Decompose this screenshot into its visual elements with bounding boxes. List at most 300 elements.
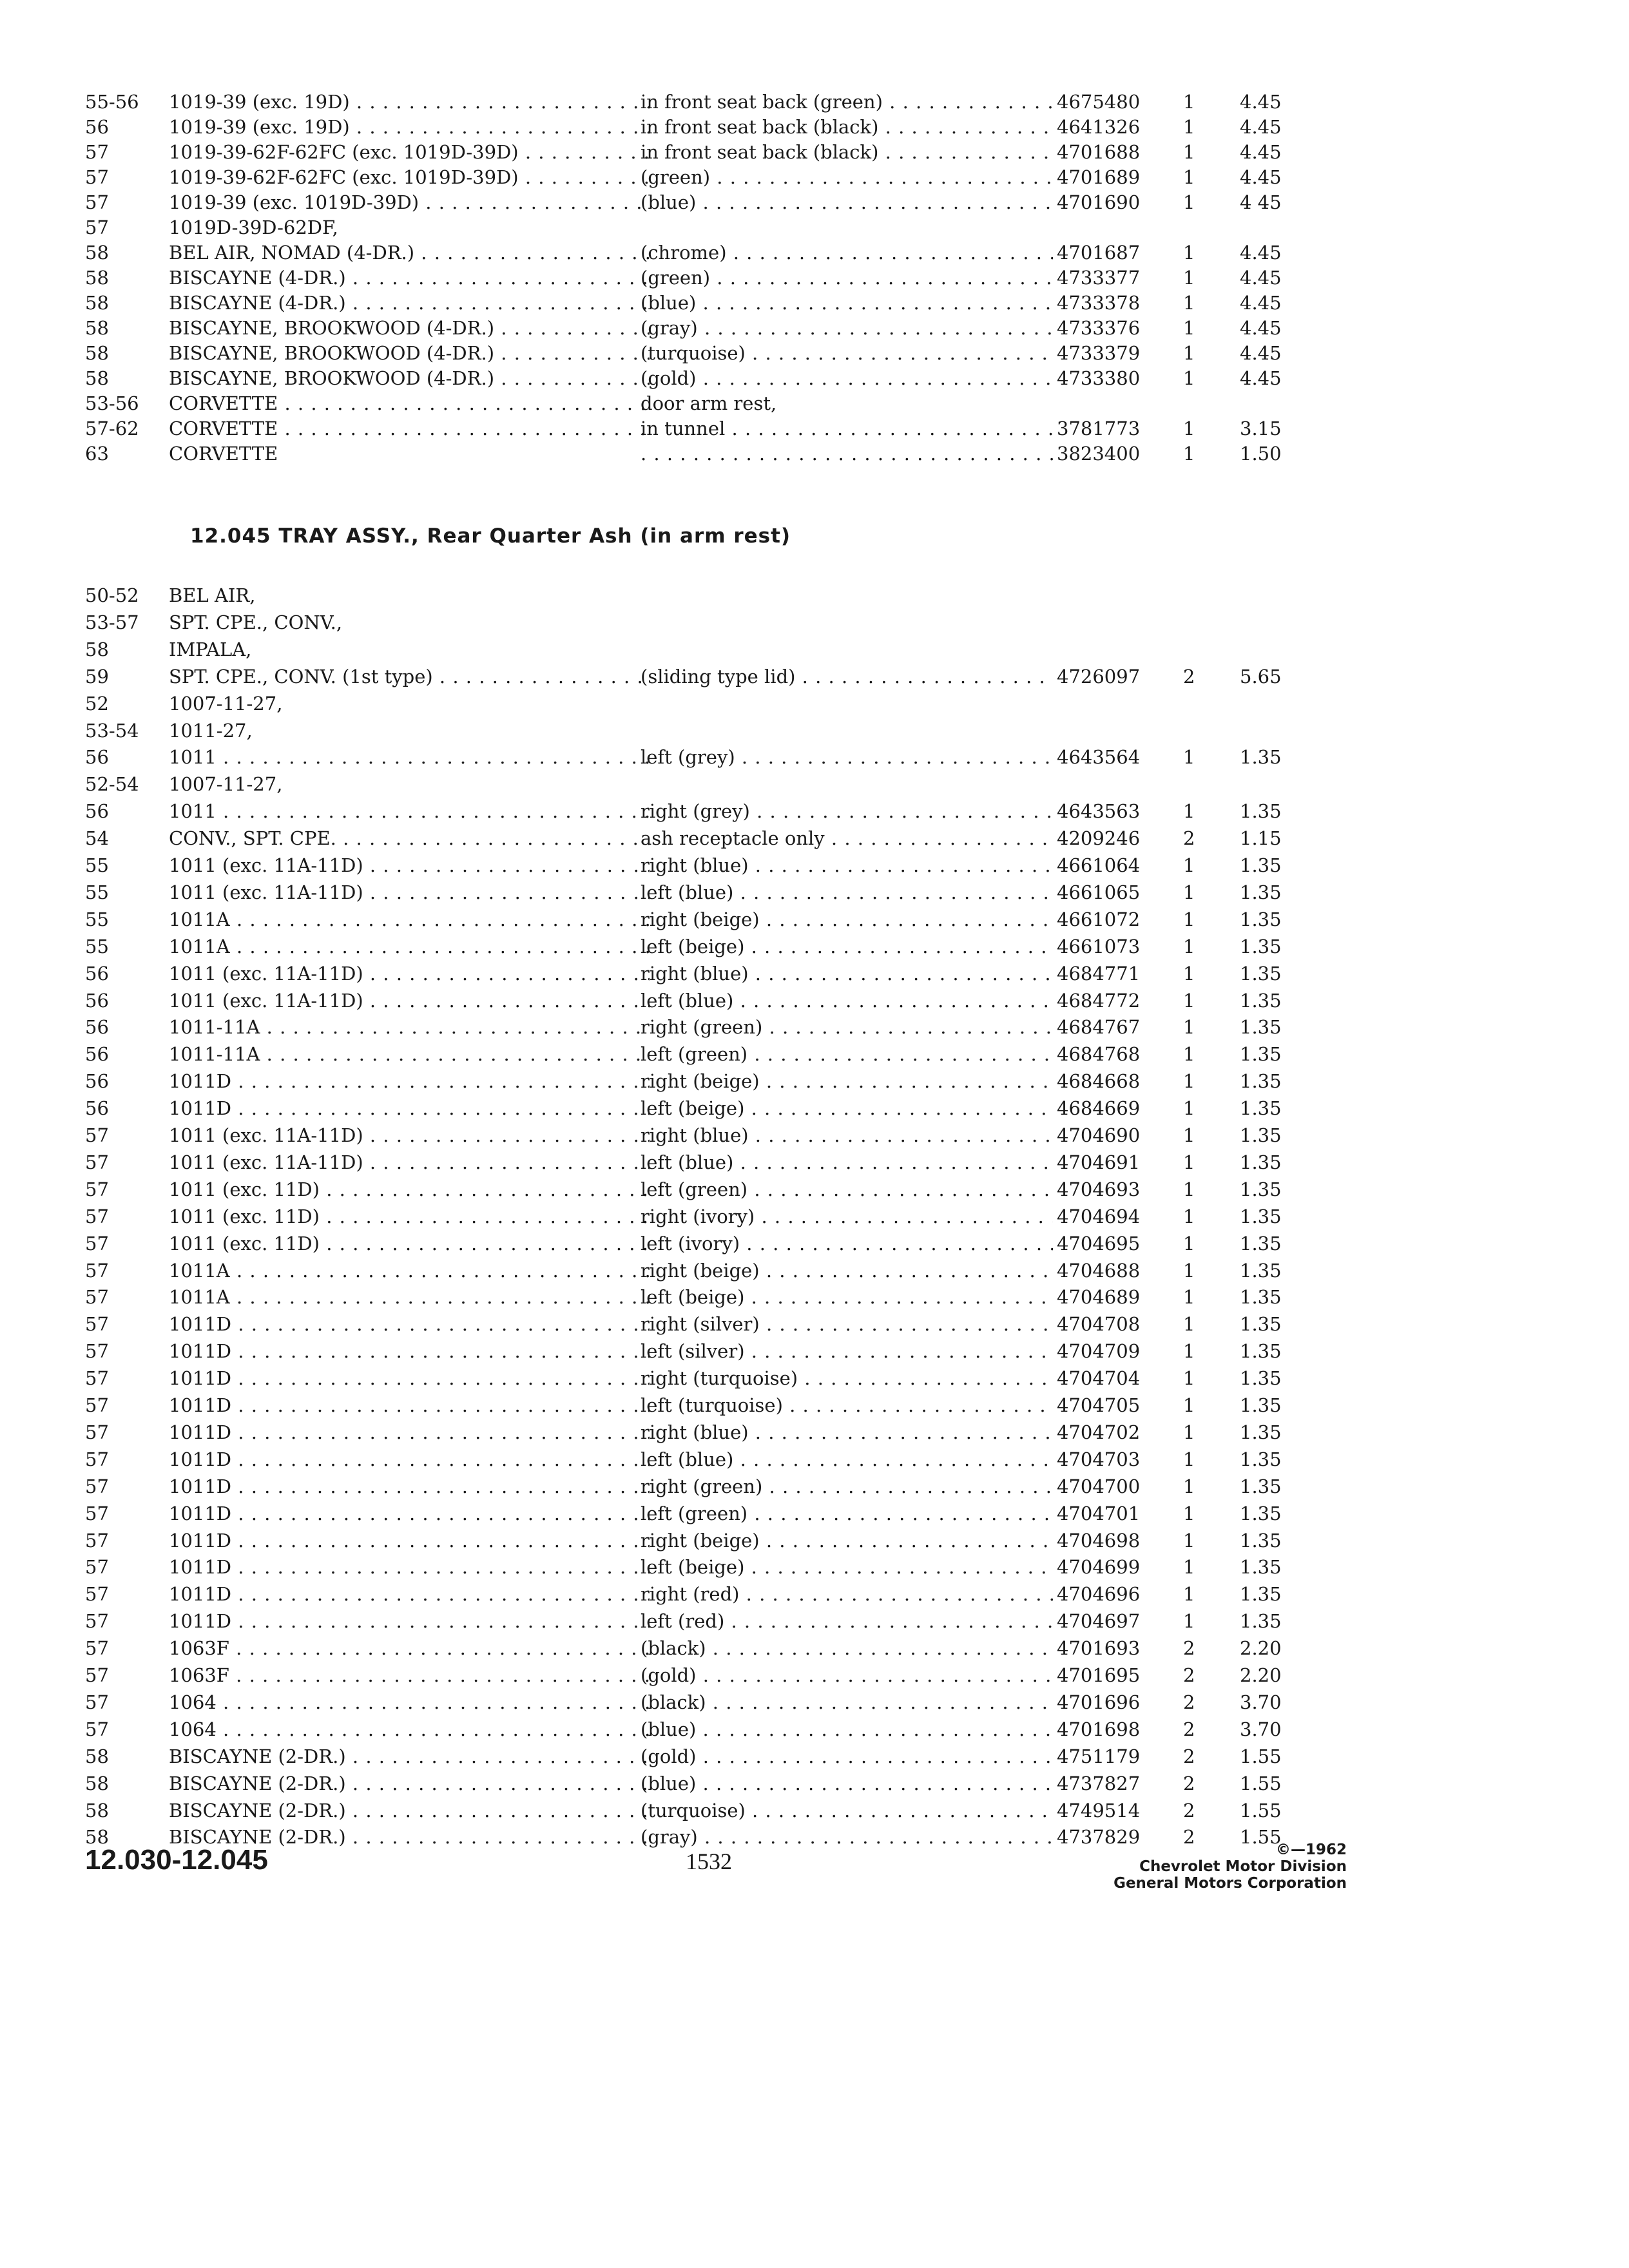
table-row [85,1204,1309,1229]
part-number-cell: 4701688 [1057,141,1141,163]
table-row [85,1365,1309,1391]
part-number-cell: 4704700 [1057,1475,1141,1497]
price-cell: 4 45 [1240,191,1282,213]
price-cell: 1.55 [1240,1826,1282,1849]
quantity-cell: 1 [1183,1313,1195,1336]
model-cell: BISCAYNE, BROOKWOOD (4-DR.) . . . [169,340,650,366]
table-row [85,1041,1309,1067]
table-row [85,265,1309,291]
description-cell: left (blue) . . . [641,879,1053,905]
part-number-cell: 4733376 [1057,317,1141,339]
description-cell: door arm rest, [641,392,777,414]
quantity-cell: 2 [1183,827,1195,850]
description-cell: (green) . . . [641,164,1053,190]
price-cell: 1.35 [1240,1556,1282,1579]
quantity-cell: 1 [1183,1556,1195,1579]
model-cell: 1063F . . . [169,1662,650,1688]
model-cell: 1011D . . . [169,1095,650,1121]
part-number-cell: 4704704 [1057,1367,1141,1390]
model-cell: 1011D . . . [169,1501,650,1526]
part-number-cell: 4661072 [1057,908,1141,930]
year-cell: 50-52 [85,584,139,606]
quantity-cell: 2 [1183,1826,1195,1849]
part-number-cell: 4701690 [1057,191,1141,213]
price-cell: 1.35 [1240,1178,1282,1200]
quantity-cell: 1 [1183,989,1195,1012]
table-row [85,1392,1309,1418]
table-row [85,637,1309,662]
description-cell: (gold) . . . [641,365,1053,391]
description-cell: right (green) . . . [641,1474,1053,1499]
table-row [85,1095,1309,1121]
price-cell: 1.35 [1240,1016,1282,1039]
quantity-cell: 1 [1183,1178,1195,1200]
model-cell: BISCAYNE (2-DR.) . . . [169,1771,650,1796]
year-cell: 52-54 [85,773,139,796]
price-cell: 4.45 [1240,141,1282,163]
part-number-cell: 4704694 [1057,1205,1141,1227]
quantity-cell: 1 [1183,1259,1195,1282]
model-cell: 1011 (exc. 11A-11D) . . . [169,1149,650,1175]
table-row [85,189,1309,215]
quantity-cell: 1 [1183,746,1195,769]
table-row [85,1744,1309,1769]
part-number-cell: 4684669 [1057,1097,1141,1120]
price-cell: 4.45 [1240,367,1282,389]
year-cell: 57 [85,1232,109,1254]
description-cell: (gold) . . . [641,1662,1053,1688]
quantity-cell: 1 [1183,1097,1195,1120]
table-row [85,1149,1309,1175]
price-cell: 4.45 [1240,242,1282,264]
model-cell: CONV., SPT. CPE. . . . [169,825,650,851]
model-cell: 1011-11A . . . [169,1041,650,1067]
page-number: 1532 [686,1849,732,1874]
year-cell: 58 [85,1772,109,1794]
model-cell: CORVETTE [169,443,278,465]
table-row [85,1177,1309,1202]
model-cell: BISCAYNE (4-DR.) . . . [169,265,650,291]
table-row [85,1068,1309,1094]
model-cell: 1064 . . . [169,1716,650,1742]
part-number-cell: 4751179 [1057,1745,1141,1767]
price-cell: 1.15 [1240,827,1282,850]
quantity-cell: 1 [1183,191,1195,213]
part-number-cell: 4684771 [1057,962,1141,985]
year-cell: 58 [85,1745,109,1767]
table-row [85,290,1309,316]
table-row [85,1419,1309,1445]
year-cell: 53-54 [85,719,139,742]
model-cell: 1011-11A . . . [169,1014,650,1040]
year-cell: 58 [85,638,109,660]
description-cell: (gray) . . . [641,1824,1053,1850]
section-range: 12.030-12.045 [85,1844,268,1876]
price-cell: 1.35 [1240,1394,1282,1416]
year-cell: 57 [85,1718,109,1740]
model-cell: 1011D . . . [169,1608,650,1634]
model-cell: BEL AIR, [169,584,256,606]
price-cell: 1.35 [1240,800,1282,823]
part-number-cell: 4684772 [1057,989,1141,1012]
model-cell: 1019-39-62F-62FC (exc. 1019D-39D) . . . [169,139,650,165]
quantity-cell: 1 [1183,1124,1195,1146]
quantity-cell: 1 [1183,367,1195,389]
price-cell: 1.35 [1240,962,1282,985]
year-cell: 56 [85,962,109,985]
description-cell: right (beige) . . . [641,1258,1053,1283]
quantity-cell: 1 [1183,854,1195,876]
model-cell: 1011D . . . [169,1392,650,1418]
price-cell: 1.35 [1240,1259,1282,1282]
year-cell: 57 [85,1394,109,1416]
table-row [85,1554,1309,1580]
price-cell: 1.35 [1240,1502,1282,1524]
description-cell: (blue) . . . [641,1771,1053,1796]
price-cell: 5.65 [1240,665,1282,687]
year-cell: 57 [85,1340,109,1363]
model-cell: 1011 (exc. 11A-11D) . . . [169,988,650,1014]
model-cell: 1011D . . . [169,1446,650,1472]
description-cell: left (green) . . . [641,1501,1053,1526]
model-cell: 1011D . . . [169,1068,650,1094]
model-cell: 1011D . . . [169,1554,650,1580]
model-cell: 1011D . . . [169,1338,650,1364]
description-cell: in front seat back (black) . . . [641,139,1053,165]
table-row [85,1284,1309,1310]
quantity-cell: 1 [1183,91,1195,113]
price-cell: 4.45 [1240,292,1282,314]
table-row [85,365,1309,391]
part-number-cell: 4701696 [1057,1691,1141,1713]
table-row [85,390,1309,416]
price-cell: 3.15 [1240,418,1282,439]
price-cell: 2.20 [1240,1637,1282,1660]
quantity-cell: 1 [1183,141,1195,163]
price-cell: 4.45 [1240,267,1282,289]
model-cell: IMPALA, [169,638,252,660]
table-row [85,907,1309,932]
description-cell: left (blue) . . . [641,988,1053,1014]
price-cell: 1.35 [1240,1043,1282,1066]
quantity-cell: 1 [1183,1421,1195,1443]
part-number-cell: 4701693 [1057,1637,1141,1660]
part-number-cell: 3781773 [1057,418,1141,439]
quantity-cell: 1 [1183,908,1195,930]
table-row [85,798,1309,824]
quantity-cell: 1 [1183,1367,1195,1390]
table-row [85,1716,1309,1742]
part-number-cell: 4704708 [1057,1313,1141,1336]
model-cell: 1011A . . . [169,1284,650,1310]
description-cell: ash receptacle only . . . [641,825,1053,851]
part-number-cell: 4733378 [1057,292,1141,314]
model-cell: 1011 (exc. 11D) . . . [169,1177,650,1202]
table-row [85,718,1309,744]
price-cell: 2.20 [1240,1664,1282,1686]
description-cell: left (ivory) . . . [641,1231,1053,1256]
quantity-cell: 1 [1183,1043,1195,1066]
description-cell: left (beige) . . . [641,1554,1053,1580]
quantity-cell: 1 [1183,1286,1195,1309]
description-cell: (blue) . . . [641,290,1053,316]
table-row [85,139,1309,165]
table-row [85,691,1309,716]
part-number-cell: 4684668 [1057,1070,1141,1093]
year-cell: 57 [85,1205,109,1227]
year-cell: 58 [85,1826,109,1849]
quantity-cell: 1 [1183,962,1195,985]
quantity-cell: 1 [1183,317,1195,339]
model-cell: 1019-39 (exc. 19D) . . . [169,89,650,115]
price-cell: 3.70 [1240,1691,1282,1713]
description-cell: right (blue) . . . [641,1419,1053,1445]
description-cell: in front seat back (green) . . . [641,89,1053,115]
quantity-cell: 1 [1183,1070,1195,1093]
part-number-cell: 4704693 [1057,1178,1141,1200]
quantity-cell: 1 [1183,1529,1195,1552]
part-number-cell: 4704698 [1057,1529,1141,1552]
quantity-cell: 1 [1183,116,1195,138]
year-cell: 57 [85,1610,109,1633]
part-number-cell: 4704689 [1057,1286,1141,1309]
description-cell: (black) . . . [641,1635,1053,1661]
part-number-cell: 4704699 [1057,1556,1141,1579]
table-row [85,1501,1309,1526]
model-cell: 1011 (exc. 11D) . . . [169,1204,650,1229]
price-cell: 1.35 [1240,989,1282,1012]
table-row [85,1014,1309,1040]
table-row [85,610,1309,635]
description-cell: left (beige) . . . [641,1284,1053,1310]
part-number-cell: 4643563 [1057,800,1141,823]
quantity-cell: 2 [1183,1799,1195,1821]
table-row [85,1635,1309,1661]
year-cell: 57 [85,191,109,213]
year-cell: 57 [85,1664,109,1686]
part-number-cell: 4704690 [1057,1124,1141,1146]
price-cell: 1.35 [1240,1529,1282,1552]
table-row [85,1771,1309,1796]
description-cell: right (red) . . . [641,1581,1053,1607]
model-cell: 1064 . . . [169,1689,650,1715]
model-cell: 1019-39-62F-62FC (exc. 1019D-39D) . . . [169,164,650,190]
model-cell: 1019-39 (exc. 19D) . . . [169,114,650,140]
part-number-cell: 4704709 [1057,1340,1141,1363]
year-cell: 57 [85,1637,109,1660]
quantity-cell: 1 [1183,1016,1195,1039]
table-row [85,1662,1309,1688]
model-cell: BISCAYNE (4-DR.) . . . [169,290,650,316]
table-row [85,988,1309,1014]
year-cell: 56 [85,1070,109,1093]
quantity-cell: 1 [1183,166,1195,188]
price-cell: 1.55 [1240,1745,1282,1767]
model-cell: CORVETTE . . . [169,416,650,441]
part-number-cell: 4749514 [1057,1799,1141,1821]
year-cell: 56 [85,1016,109,1039]
year-cell: 54 [85,827,109,850]
description-cell: right (silver) . . . [641,1311,1053,1337]
year-cell: 57 [85,1583,109,1606]
year-cell: 55 [85,908,109,930]
table-row [85,416,1309,441]
price-cell: 1.50 [1240,443,1282,465]
description-cell: right (beige) . . . [641,907,1053,932]
quantity-cell: 2 [1183,1745,1195,1767]
table-row [85,744,1309,770]
model-cell: BISCAYNE (2-DR.) . . . [169,1744,650,1769]
year-cell: 56 [85,800,109,823]
part-number-cell: 4701695 [1057,1664,1141,1686]
description-cell: right (green) . . . [641,1014,1053,1040]
price-cell: 1.35 [1240,1610,1282,1633]
quantity-cell: 1 [1183,292,1195,314]
model-cell: 1011 . . . [169,744,650,770]
model-cell: 1011D . . . [169,1419,650,1445]
description-cell: left (grey) . . . [641,744,1053,770]
year-cell: 53-56 [85,392,139,414]
price-cell: 1.55 [1240,1799,1282,1821]
description-cell: (black) . . . [641,1689,1053,1715]
table-row [85,825,1309,851]
year-cell: 56 [85,989,109,1012]
price-cell: 1.35 [1240,1232,1282,1254]
table-row [85,1474,1309,1499]
quantity-cell: 1 [1183,1583,1195,1606]
model-cell: BISCAYNE (2-DR.) . . . [169,1798,650,1823]
description-cell: left (blue) . . . [641,1446,1053,1472]
part-number-cell: 4701687 [1057,242,1141,264]
price-cell: 1.35 [1240,1448,1282,1470]
table-row [85,1122,1309,1148]
model-cell: 1063F . . . [169,1635,650,1661]
price-cell: 4.45 [1240,317,1282,339]
table-row [85,441,1309,466]
model-cell: 1011A . . . [169,907,650,932]
price-cell: 1.35 [1240,1151,1282,1173]
description-cell: (chrome) . . . [641,240,1053,265]
description-cell: left (red) . . . [641,1608,1053,1634]
model-cell: 1011 (exc. 11A-11D) . . . [169,852,650,878]
description-cell: (green) . . . [641,265,1053,291]
year-cell: 58 [85,367,109,389]
description-cell: left (green) . . . [641,1177,1053,1202]
year-cell: 57 [85,1556,109,1579]
part-number-cell: 4733379 [1057,342,1141,364]
table-row [85,934,1309,959]
table-row [85,1231,1309,1256]
part-number-cell: 4661064 [1057,854,1141,876]
quantity-cell: 1 [1183,1610,1195,1633]
part-number-cell: 4684767 [1057,1016,1141,1039]
year-cell: 52 [85,692,109,715]
price-cell: 3.70 [1240,1718,1282,1740]
price-cell: 1.35 [1240,881,1282,903]
quantity-cell: 1 [1183,267,1195,289]
quantity-cell: 1 [1183,800,1195,823]
table-row [85,582,1309,608]
part-number-cell: 4726097 [1057,665,1141,687]
year-cell: 57 [85,166,109,188]
year-cell: 57 [85,1178,109,1200]
year-cell: 57 [85,1259,109,1282]
part-number-cell: 4661065 [1057,881,1141,903]
model-cell: 1011A . . . [169,1258,650,1283]
model-cell: SPT. CPE., CONV., [169,611,343,633]
year-cell: 57 [85,1367,109,1390]
part-number-cell: 4704697 [1057,1610,1141,1633]
description-cell: left (turquoise) . . . [641,1392,1053,1418]
part-number-cell: 4737829 [1057,1826,1141,1849]
model-cell: BISCAYNE, BROOKWOOD (4-DR.) . . . [169,365,650,391]
year-cell: 57 [85,141,109,163]
model-cell: 1011 (exc. 11A-11D) . . . [169,961,650,986]
quantity-cell: 2 [1183,1664,1195,1686]
part-number-cell: 4701689 [1057,166,1141,188]
year-cell: 56 [85,1043,109,1066]
table-row [85,879,1309,905]
part-number-cell: 3823400 [1057,443,1141,465]
part-number-cell: 4684768 [1057,1043,1141,1066]
model-cell: CORVETTE . . . [169,390,650,416]
model-cell: 1019D-39D-62DF, [169,216,338,238]
table-row [85,215,1309,240]
price-cell: 1.35 [1240,854,1282,876]
description-cell: in front seat back (black) . . . [641,114,1053,140]
part-number-cell: 4704703 [1057,1448,1141,1470]
price-cell: 1.35 [1240,908,1282,930]
table-row [85,1608,1309,1634]
model-cell: 1011 (exc. 11A-11D) . . . [169,1122,650,1148]
quantity-cell: 1 [1183,1205,1195,1227]
quantity-cell: 1 [1183,935,1195,957]
table-row [85,1689,1309,1715]
year-cell: 58 [85,267,109,289]
price-cell: 4.45 [1240,342,1282,364]
quantity-cell: 1 [1183,1475,1195,1497]
year-cell: 57 [85,1502,109,1524]
price-cell: 1.35 [1240,935,1282,957]
model-cell: 1011-27, [169,719,253,742]
description-cell: right (turquoise) . . . [641,1365,1053,1391]
model-cell: BISCAYNE (2-DR.) . . . [169,1824,650,1850]
model-cell: BEL AIR, NOMAD (4-DR.) . . . [169,240,650,265]
year-cell: 63 [85,443,109,465]
description-cell: (blue) . . . [641,189,1053,215]
price-cell: 1.35 [1240,1421,1282,1443]
description-cell: right (blue) . . . [641,852,1053,878]
part-number-cell: 4675480 [1057,91,1141,113]
table-row [85,1528,1309,1553]
section-heading: 12.045 TRAY ASSY., Rear Quarter Ash (in arm rest) [190,524,791,548]
part-number-cell: 4737827 [1057,1772,1141,1794]
year-cell: 55-56 [85,91,139,113]
quantity-cell: 1 [1183,418,1195,439]
description-cell: (gold) . . . [641,1744,1053,1769]
quantity-cell: 1 [1183,342,1195,364]
price-cell: 4.45 [1240,91,1282,113]
year-cell: 56 [85,116,109,138]
description-cell: left (silver) . . . [641,1338,1053,1364]
table-row [85,1446,1309,1472]
model-cell: 1007-11-27, [169,692,283,715]
table-row [85,89,1309,115]
copyright-block [1063,1841,1347,1892]
description-cell: right (blue) . . . [641,961,1053,986]
description-cell: right (beige) . . . [641,1528,1053,1553]
quantity-cell: 2 [1183,1637,1195,1660]
